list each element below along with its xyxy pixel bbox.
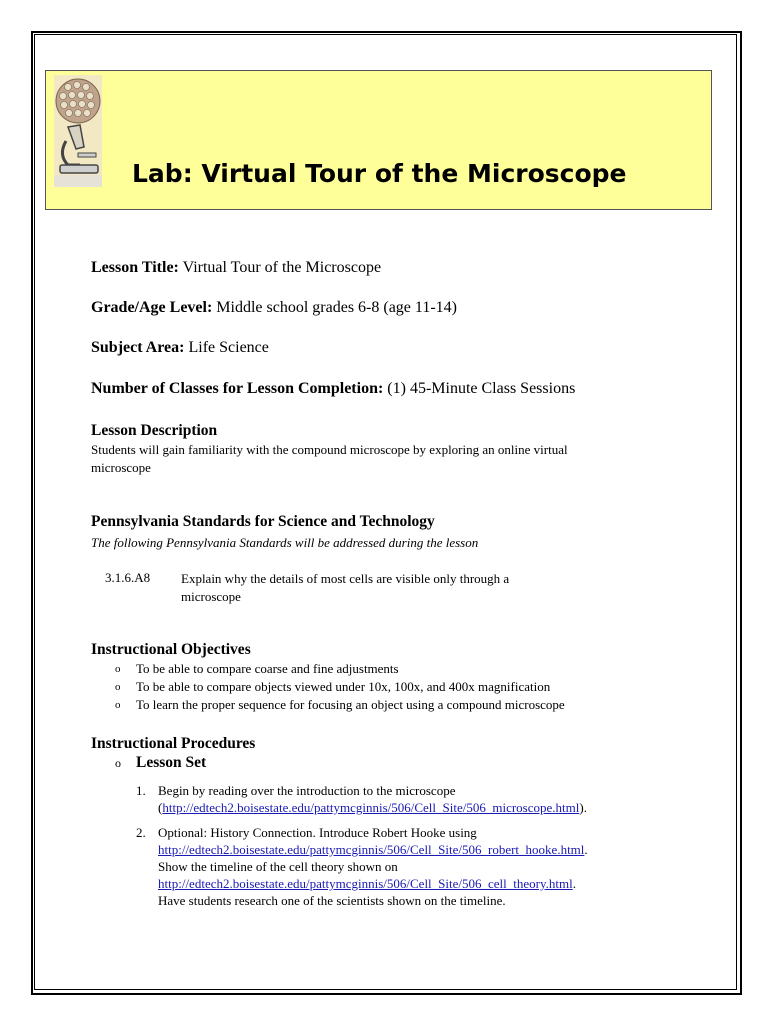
objectives-list xyxy=(91,660,565,714)
list-item xyxy=(91,678,565,696)
step-1-line-1: Begin by reading over the introduction to the microscope xyxy=(158,783,456,798)
step-1-line-2 xyxy=(158,799,587,816)
page-title: Lab: Virtual Tour of the Microscope xyxy=(132,159,627,188)
objective-text: To learn the proper sequence for focusing an object using a compound microscope xyxy=(136,697,565,712)
title-banner xyxy=(45,70,712,210)
bullet: o xyxy=(115,699,121,711)
step-number: 2. xyxy=(136,825,146,840)
description-text xyxy=(91,441,568,477)
lesson-title-label: Lesson Title: xyxy=(91,259,179,276)
subject-label: Subject Area: xyxy=(91,339,185,356)
robert-hooke-link[interactable]: http://edtech2.boisestate.edu/pattymcginnis/506/Cell_Site/506_robert_hooke.html xyxy=(158,842,585,857)
lesson-set-label: Lesson Set xyxy=(136,754,207,771)
grade-field xyxy=(91,299,457,317)
cell-theory-link[interactable]: http://edtech2.boisestate.edu/pattymcginnis/506/Cell_Site/506_cell_theory.html xyxy=(158,876,573,891)
description-line-2: microscope xyxy=(91,460,151,475)
standard-text xyxy=(181,570,601,606)
bullet: o xyxy=(115,663,121,675)
subject-field xyxy=(91,339,269,357)
step-2-line-4 xyxy=(158,875,588,892)
microscope-icon xyxy=(54,75,102,187)
step-2-line-5: Have students research one of the scientists shown on the timeline. xyxy=(158,893,506,908)
objective-text: To be able to compare coarse and fine adjustments xyxy=(136,661,399,676)
objectives-heading: Instructional Objectives xyxy=(91,641,251,658)
list-item xyxy=(91,696,565,714)
bullet: o xyxy=(115,681,121,693)
step-2-line-3: Show the timeline of the cell theory shown on xyxy=(158,859,398,874)
step-number: 1. xyxy=(136,783,146,798)
standard-text-line-2: microscope xyxy=(181,589,241,604)
list-item xyxy=(91,660,565,678)
classes-field xyxy=(91,380,575,398)
period: . xyxy=(584,842,588,857)
bullet: o xyxy=(115,756,121,770)
procedures-heading: Instructional Procedures xyxy=(91,735,256,752)
lesson-set-heading xyxy=(115,754,206,772)
period: . xyxy=(572,876,576,891)
classes-value: (1) 45-Minute Class Sessions xyxy=(387,380,576,397)
standards-heading: Pennsylvania Standards for Science and Technology xyxy=(91,513,435,530)
grade-value: Middle school grades 6-8 (age 11-14) xyxy=(216,299,457,316)
microscope-intro-link[interactable]: http://edtech2.boisestate.edu/pattymcginnis/506/Cell_Site/506_microscope.html xyxy=(162,800,580,815)
description-heading: Lesson Description xyxy=(91,422,218,439)
lesson-title-value: Virtual Tour of the Microscope xyxy=(182,259,382,276)
description-line-1: Students will gain familiarity with the compound microscope by exploring an online virtual xyxy=(91,442,568,457)
grade-label: Grade/Age Level: xyxy=(91,299,213,316)
standard-code: 3.1.6.A8 xyxy=(105,570,151,585)
step-2-line-2 xyxy=(158,841,588,858)
subject-value: Life Science xyxy=(188,339,269,356)
standards-subtitle: The following Pennsylvania Standards will be addressed during the lesson xyxy=(91,535,479,550)
classes-label: Number of Classes for Lesson Completion: xyxy=(91,380,384,397)
paren-close: ). xyxy=(579,800,587,815)
lesson-title-field xyxy=(91,259,381,277)
standard-text-line-1: Explain why the details of most cells are visible only through a xyxy=(181,571,510,586)
objective-text: To be able to compare objects viewed under 10x, 100x, and 400x magnification xyxy=(136,679,551,694)
step-2-line-1: Optional: History Connection. Introduce Robert Hooke using xyxy=(158,825,477,840)
paren-open: ( xyxy=(158,800,163,815)
